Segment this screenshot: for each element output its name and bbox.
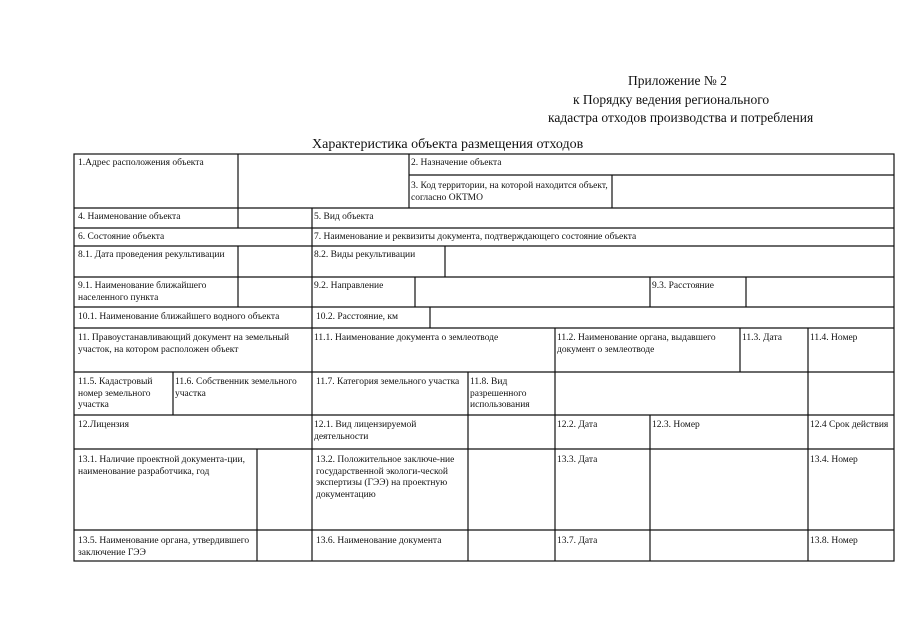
field-license-number: 12.3. Номер <box>652 420 700 430</box>
field-approval-number: 13.8. Номер <box>810 536 858 546</box>
field-object-purpose: 2. Назначение объекта <box>411 158 502 168</box>
field-object-name: 4. Наименование объекта <box>78 212 181 222</box>
field-nearest-settlement: 9.1. Наименование ближайшего населенного пункта <box>78 281 207 303</box>
field-licensed-activity: 12.1. Вид лицензируемой деятельности <box>314 420 417 442</box>
field-object-address: 1.Адрес расположения объекта <box>78 158 204 168</box>
field-state-document: 7. Наименование и реквизиты документа, подтверждающего состояние объекта <box>314 232 637 242</box>
field-approval-date: 13.7. Дата <box>557 536 598 546</box>
field-cadastral-number: 11.5. Кадастровый номер земельного участка <box>78 377 153 410</box>
appendix-number: Приложение № 2 <box>628 73 727 88</box>
field-license-date: 12.2. Дата <box>557 420 598 430</box>
field-document-name: 13.6. Наименование документа <box>316 536 442 546</box>
field-issuing-authority: 11.2. Наименование органа, выдавшего документ о землеотводе <box>557 333 716 355</box>
appendix-reference: к Порядку ведения регионального <box>573 92 770 107</box>
field-object-type: 5. Вид объекта <box>314 212 374 222</box>
field-license: 12.Лицензия <box>78 420 129 430</box>
field-water-distance: 10.2. Расстояние, км <box>316 312 399 322</box>
field-license-validity: 12.4 Срок действия <box>810 420 889 430</box>
appendix-reference-cont: кадастра отходов производства и потребления <box>548 110 814 125</box>
field-permitted-use: 11.8. Вид разрешенного использования <box>470 377 530 410</box>
field-distance: 9.3. Расстояние <box>652 281 714 291</box>
field-expertise-conclusion: 13.2. Положительное заключе-ние государственной экологи-ческой экспертизы (ГЭЭ) на проектную документацию <box>316 455 455 500</box>
field-recultivation-types: 8.2. Виды рекультивации <box>314 250 416 260</box>
field-allotment-document-name: 11.1. Наименование документа о землеотводе <box>314 333 499 343</box>
field-project-documentation: 13.1. Наличие проектной документа-ции, наименование разработчика, год <box>78 455 245 477</box>
field-land-owner: 11.6. Собственник земельного участка <box>175 377 297 399</box>
field-recultivation-date: 8.1. Дата проведения рекультивации <box>78 250 225 260</box>
field-direction: 9.2. Направление <box>314 281 384 291</box>
field-expertise-number: 13.4. Номер <box>810 455 858 465</box>
field-allotment-date: 11.3. Дата <box>742 333 782 343</box>
field-land-category: 11.7. Категория земельного участка <box>316 377 460 387</box>
field-nearest-water-body: 10.1. Наименование ближайшего водного объекта <box>78 312 280 322</box>
field-allotment-number: 11.4. Номер <box>810 333 858 343</box>
form-title: Характеристика объекта размещения отходов <box>312 137 584 152</box>
field-approving-authority: 13.5. Наименование органа, утвердившего заключение ГЭЭ <box>78 536 250 558</box>
field-expertise-date: 13.3. Дата <box>557 455 598 465</box>
field-territory-code: 3. Код территории, на которой находится объект, согласно ОКТМО <box>411 181 608 203</box>
field-object-state: 6. Состояние объекта <box>78 232 165 242</box>
field-land-title-document: 11. Правоустанавливающий документ на земельный участок, на котором расположен объект <box>78 333 290 355</box>
